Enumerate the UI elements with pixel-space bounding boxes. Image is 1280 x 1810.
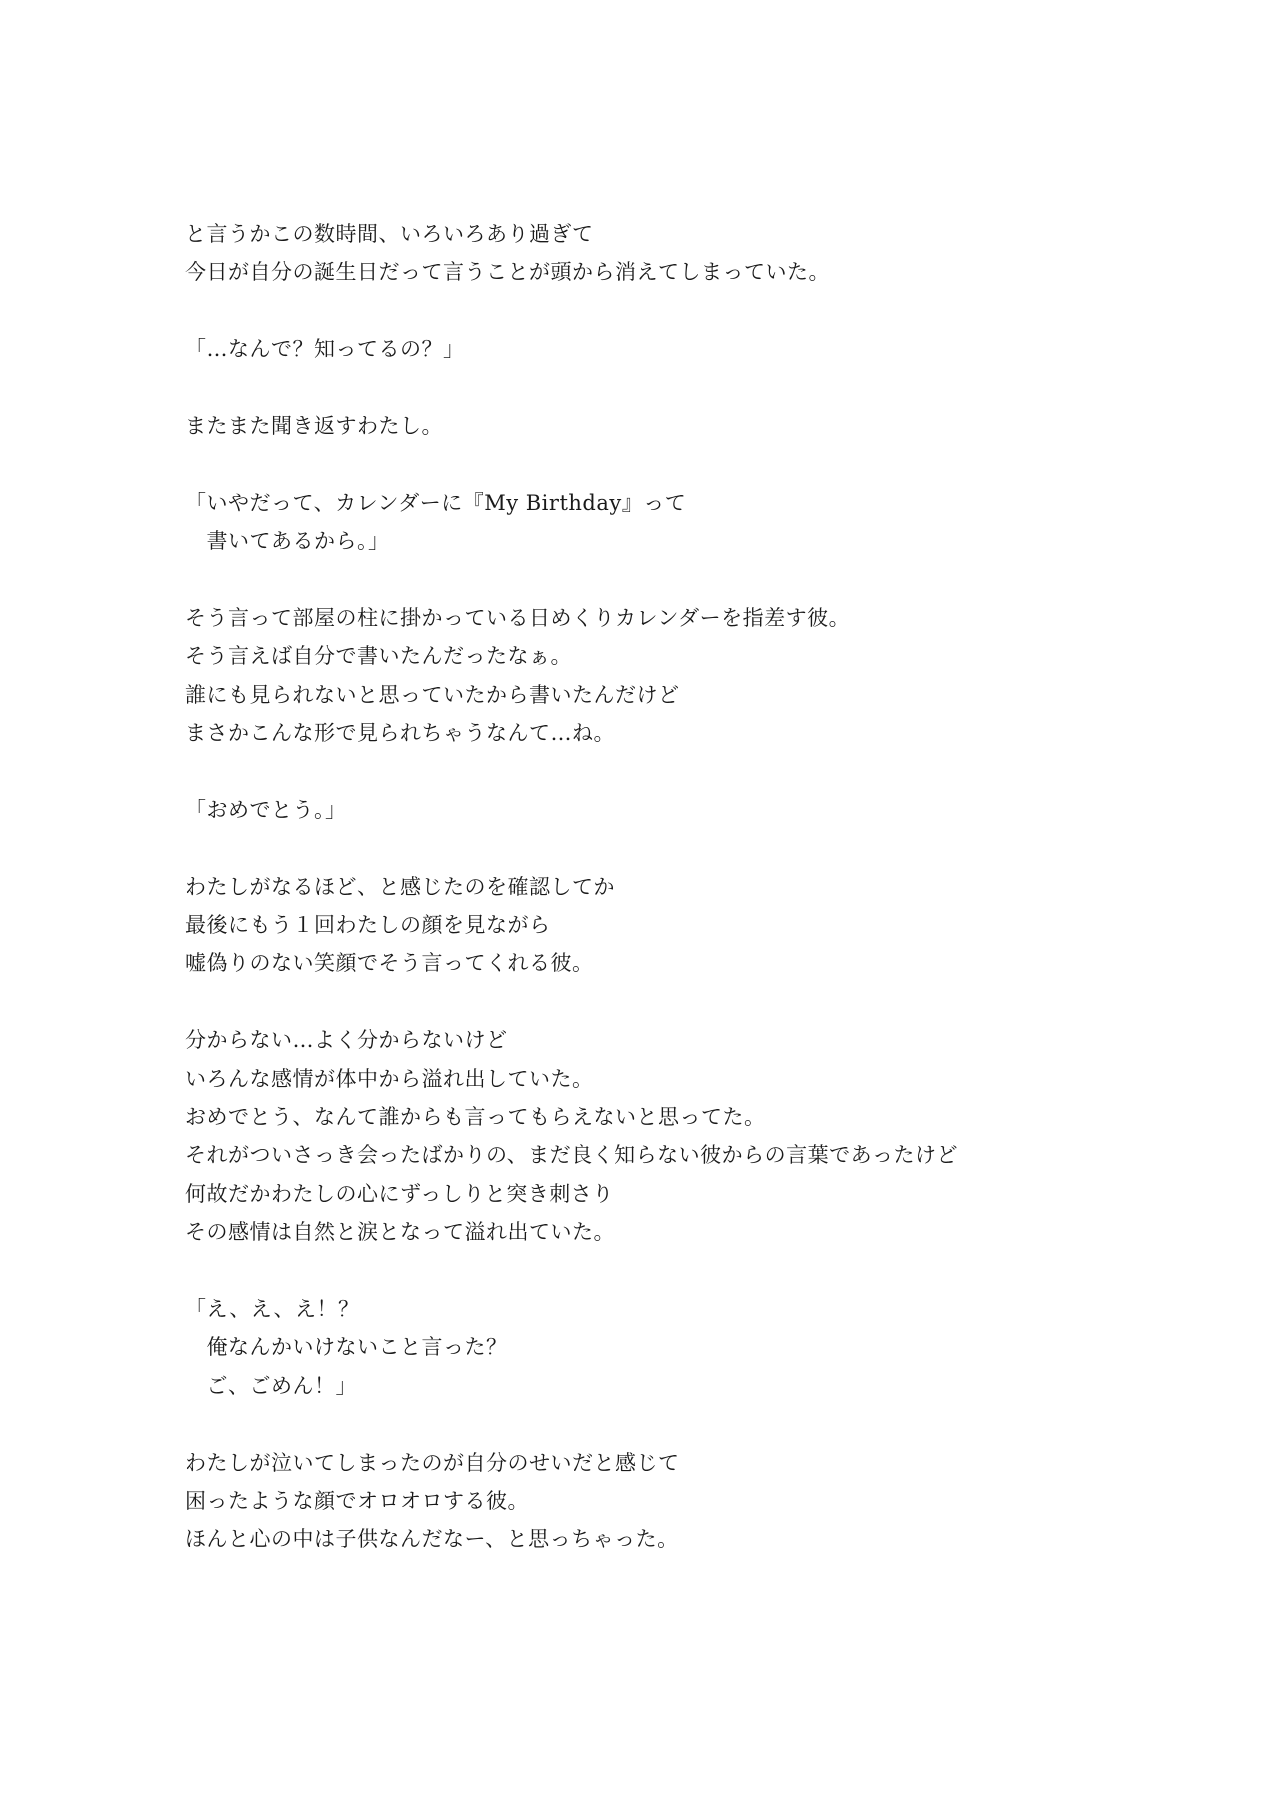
- dialogue-line: 俺なんかいけないこと言った？: [185, 1335, 508, 1360]
- text-line: わたしがなるほど、と感じたのを確認してか: [185, 874, 615, 899]
- blank-line: [185, 445, 1185, 483]
- text-line: ほんと心の中は子供なんだなー、と思っちゃった。: [185, 1527, 679, 1552]
- text-line: 何故だかわたしの心にずっしりと突き刺さり: [185, 1181, 614, 1206]
- dialogue-line: 「おめでとう。」: [185, 797, 347, 822]
- text-line: それがついさっき会ったばかりの、まだ良く知らない彼からの言葉であったけど: [185, 1143, 958, 1168]
- text-line: 今日が自分の誕生日だって言うことが頭から消えてしまっていた。: [185, 260, 830, 285]
- dialogue-line: 「え、え、え！？: [185, 1296, 360, 1321]
- text-line: いろんな感情が体中から溢れ出していた。: [185, 1066, 594, 1091]
- text-line: その感情は自然と涙となって溢れ出ていた。: [185, 1220, 615, 1245]
- dialogue-line: 「…なんで？知ってるの？」: [185, 337, 465, 362]
- blank-line: [185, 752, 1185, 790]
- dialogue-line: 「いやだって、カレンダーに『My Birthday』って: [185, 490, 687, 515]
- dialogue-line: ご、ごめん！」: [185, 1373, 357, 1398]
- text-line: 分からない…よく分からないけど: [185, 1028, 508, 1053]
- document-page: [185, 215, 1185, 1559]
- text-line: わたしが泣いてしまったのが自分のせいだと感じて: [185, 1450, 680, 1475]
- dialogue-line: 書いてあるから。」: [185, 529, 390, 554]
- text-line: 嘘偽りのない笑顔でそう言ってくれる彼。: [185, 951, 594, 976]
- blank-line: [185, 1252, 1185, 1290]
- blank-line: [185, 369, 1185, 407]
- text-line: 誰にも見られないと思っていたから書いたんだけど: [185, 682, 680, 707]
- text-line: 困ったような顔でオロオロする彼。: [185, 1488, 529, 1513]
- text-line: 最後にもう１回わたしの顔を見ながら: [185, 913, 551, 938]
- blank-line: [185, 983, 1185, 1021]
- blank-line: [185, 561, 1185, 599]
- text-line: そう言えば自分で書いたんだったなぁ。: [185, 644, 572, 669]
- text-line: おめでとう、なんて誰からも言ってもらえないと思ってた。: [185, 1104, 766, 1129]
- blank-line: [185, 1405, 1185, 1443]
- text-line: まさかこんな形で見られちゃうなんて…ね。: [185, 721, 615, 746]
- blank-line: [185, 829, 1185, 867]
- blank-line: [185, 292, 1185, 330]
- text-line: またまた聞き返すわたし。: [185, 413, 443, 438]
- text-line: そう言って部屋の柱に掛かっている日めくりカレンダーを指差す彼。: [185, 605, 851, 630]
- text-line: と言うかこの数時間、いろいろあり過ぎて: [185, 222, 594, 246]
